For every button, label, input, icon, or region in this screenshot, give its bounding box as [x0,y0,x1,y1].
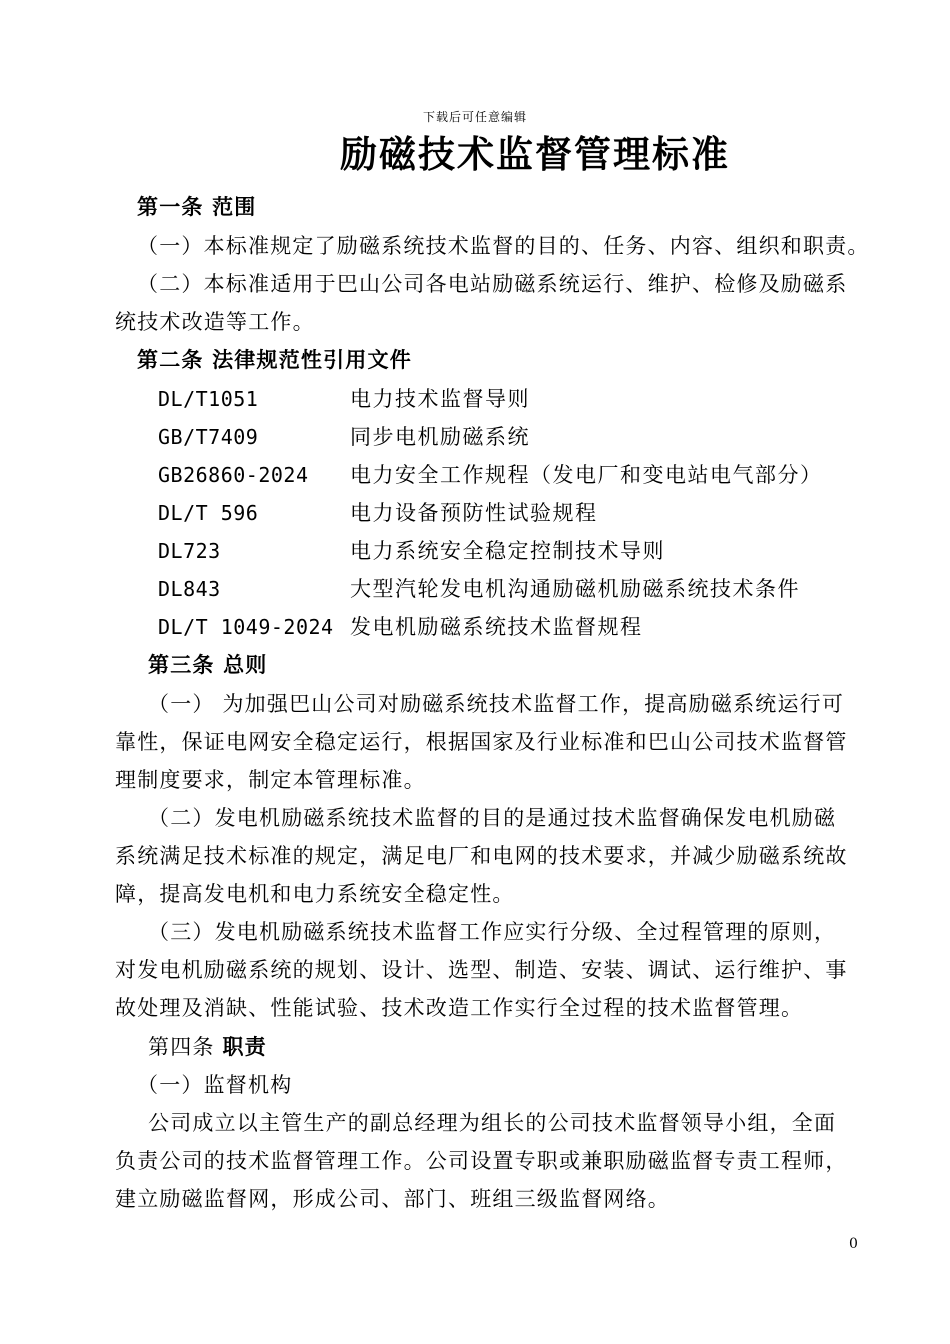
reference-code: DL/T1051 [158,387,259,411]
article-3-paragraph-2-line-3: 障，提高发电机和电力系统安全稳定性。 [115,882,515,906]
reference-name: 大型汽轮发电机沟通励磁机励磁系统技术条件 [350,577,800,601]
article-3-heading: 第三条 总则 [148,652,268,677]
reference-code: DL843 [158,577,221,601]
reference-name: 电力技术监督导则 [350,387,530,411]
article-3-paragraph-1-line-1: （一） 为加强巴山公司对励磁系统技术监督工作，提高励磁系统运行可 [148,692,845,716]
reference-name: 发电机励磁系统技术监督规程 [350,615,643,639]
article-4-paragraph-1-line-3: 建立励磁监督网，形成公司、部门、班组三级监督网络。 [115,1187,670,1211]
article-1-paragraph-2-line-1: （二）本标准适用于巴山公司各电站励磁系统运行、维护、检修及励磁系 [137,272,848,296]
reference-code: DL/T 596 [158,501,259,525]
article-3-paragraph-3-line-3: 故处理及消缺、性能试验、技术改造工作实行全过程的技术监督管理。 [115,996,804,1020]
reference-name: 电力系统安全稳定控制技术导则 [350,539,665,563]
reference-code: GB/T7409 [158,425,259,449]
article-4-subheading: （一）监督机构 [137,1073,293,1097]
reference-code: GB26860-2024 [158,463,309,487]
reference-name: 电力设备预防性试验规程 [350,501,598,525]
article-3-paragraph-1-line-3: 理制度要求，制定本管理标准。 [115,768,426,792]
article-4-title: 职责 [222,1034,267,1059]
article-1-heading: 第一条 范围 [137,194,257,219]
document-title: 励磁技术监督管理标准 [340,132,730,176]
article-4-number: 第四条 [148,1035,223,1059]
article-3-paragraph-1-line-2: 靠性，保证电网安全稳定运行，根据国家及行业标准和巴山公司技术监督管 [115,730,848,754]
article-3-paragraph-3-line-2: 对发电机励磁系统的规划、设计、选型、制造、安装、调试、运行维护、事 [115,958,848,982]
page-number: 0 [849,1236,858,1252]
article-4-paragraph-1-line-1: 公司成立以主管生产的副总经理为组长的公司技术监督领导小组，全面 [148,1111,837,1135]
reference-code: DL/T 1049-2024 [158,615,334,639]
header-note: 下载后可任意编辑 [422,110,527,124]
article-3-paragraph-2-line-2: 系统满足技术标准的规定，满足电厂和电网的技术要求，并减少励磁系统故 [115,844,848,868]
article-1-paragraph-2-line-2: 统技术改造等工作。 [115,310,315,334]
article-3-paragraph-3-line-1: （三）发电机励磁系统技术监督工作应实行分级、全过程管理的原则， [148,920,837,944]
article-4-paragraph-1-line-2: 负责公司的技术监督管理工作。公司设置专职或兼职励磁监督专责工程师， [115,1149,848,1173]
article-3-paragraph-2-line-1: （二）发电机励磁系统技术监督的目的是通过技术监督确保发电机励磁 [148,806,837,830]
article-1-paragraph-1: （一）本标准规定了励磁系统技术监督的目的、任务、内容、组织和职责。 [137,234,870,258]
article-2-heading: 第二条 法律规范性引用文件 [137,347,412,372]
article-4-heading [148,1032,267,1062]
reference-name: 同步电机励磁系统 [350,425,530,449]
reference-name: 电力安全工作规程（发电厂和变电站电气部分） [350,463,823,487]
reference-code: DL723 [158,539,221,563]
